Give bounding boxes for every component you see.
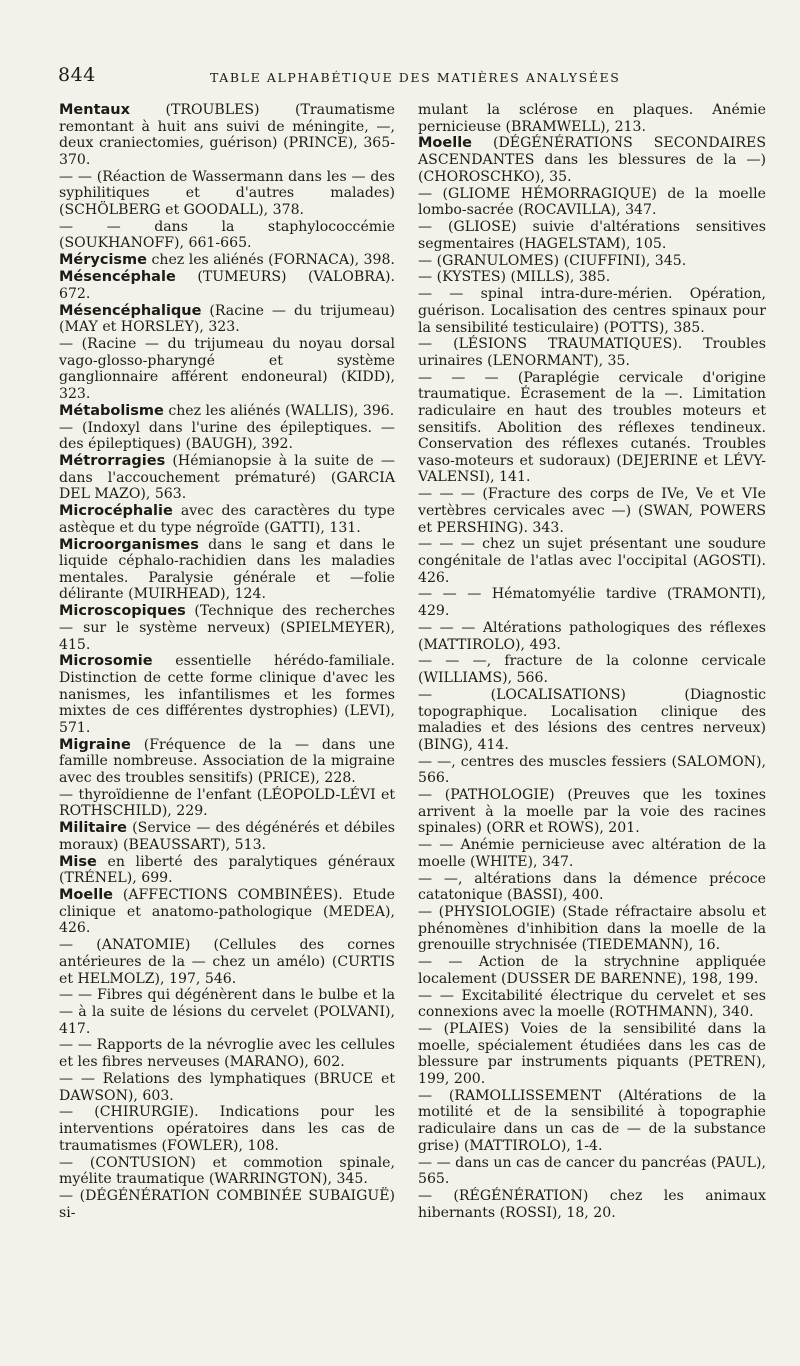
entry-term: Métabolisme (59, 402, 164, 419)
index-entry (418, 954, 766, 987)
entry-text: chez les aliénés (WALLIS), 396. (163, 402, 395, 419)
entry-text: — (GLIOSE) suivie d'altérations sensitives segmentaires (HAGELSTAM), 105. (418, 219, 766, 252)
entry-text: — (PATHOLOGIE) (Preuves que les toxines arrivent à la moelle par la voie des racines spinales) (ORR et ROWS), 201. (418, 787, 766, 837)
index-entry (59, 1071, 395, 1104)
entry-text: chez les aliénés (FORNACA), 398. (147, 252, 395, 269)
index-entry (59, 453, 395, 503)
index-entry (418, 486, 766, 536)
index-entry (418, 102, 766, 135)
index-entry (59, 987, 395, 1037)
entry-text: — — Anémie pernicieuse avec altération de la moelle (WHITE), 347. (418, 837, 766, 870)
index-entry (59, 737, 395, 787)
entry-text: — —, altérations dans la démence précoce catatonique (BASSI), 400. (418, 870, 766, 904)
index-entry (418, 336, 766, 369)
entry-text: — (DÉGÉNÉRATION COMBINÉE SUBAIGUË) si- (59, 1188, 395, 1221)
index-entry (418, 687, 766, 753)
entry-term: Moelle (418, 135, 472, 152)
entry-text: — (GRANULOMES) (CIUFFINI), 345. (418, 252, 687, 269)
entry-text: — — — Altérations pathologiques des réflexes (MATTIROLO), 493. (418, 619, 766, 653)
entry-text: — — (Réaction de Wassermann dans les — des syphilitiques et d'autres malades) (SCHÖLBERG et GOODALL), 378. (59, 168, 395, 218)
entry-text: — — spinal intra-dure-mérien. Opération, guérison. Localisation des centres spinaux pour la sensibilité testiculaire) (POTTS), 385. (418, 286, 766, 336)
index-entry (418, 1155, 766, 1188)
index-entry (59, 303, 395, 336)
index-entry (59, 1188, 395, 1221)
entry-text: — — dans un cas de cancer du pancréas (PAUL), 565. (418, 1154, 766, 1188)
entry-text: — (CONTUSION) et commotion spinale, myélite traumatique (WARRINGTON), 345. (59, 1154, 395, 1188)
index-entry (418, 536, 766, 586)
entry-text: (AFFECTIONS COMBINÉES). Etude clinique et anatomo-pathologique (MEDEA), 426. (59, 887, 395, 937)
entry-text: — — Excitabilité électrique du cervelet et ses connexions avec la moelle (ROTHMANN), 340. (418, 987, 766, 1021)
entry-text: — — —, fracture de la colonne cervicale (WILLIAMS), 566. (418, 653, 766, 687)
index-entry (418, 135, 766, 185)
index-entry (59, 1155, 395, 1188)
index-entry (59, 787, 395, 820)
entry-text: dans le sang et dans le liquide céphalo-rachidien dans les maladies mentales. Paralysie générale et —folie délirante (MUIRHEAD), 124. (59, 536, 395, 603)
index-entry (59, 252, 395, 269)
index-entry (418, 1088, 766, 1154)
entry-term: Mentaux (59, 102, 130, 118)
entry-term: Mésencéphale (59, 269, 176, 286)
entry-text: — (GLIOME HÉMORRAGIQUE) de la moelle lombo-sacrée (ROCAVILLA), 347. (418, 185, 766, 219)
index-entry (59, 653, 395, 736)
index-entry (418, 837, 766, 870)
index-entry (59, 403, 395, 420)
running-title: TABLE ALPHABÉTIQUE DES MATIÈRES ANALYSÉES (210, 70, 621, 85)
page-number: 844 (58, 64, 96, 86)
entry-text: — — — (Fracture des corps de IVe, Ve et VIe vertèbres cervicales avec —) (SWAN, POWERS et PERSHING). 343. (418, 486, 766, 536)
entry-text: — (LOCALISATIONS) (Diagnostic topographique. Localisation clinique des maladies et des lésions des centres nerveux) (BING), 414. (418, 686, 766, 753)
entry-text: — (PHYSIOLOGIE) (Stade réfractaire absolu et phénomènes d'inhibition dans la moelle de la grenouille strychnisée (TIEDEMANN), 16. (418, 904, 766, 954)
entry-text: — (PLAIES) Voies de la sensibilité dans la moelle, spécialement étudiées dans les cas de blessure par instruments piquants (PETREN), 199, 200. (418, 1021, 766, 1087)
index-entry (59, 420, 395, 453)
index-entry (59, 219, 395, 252)
entry-text: — — — Hématomyélie tardive (TRAMONTI), 429. (418, 586, 766, 620)
index-entry (59, 537, 395, 603)
entry-text: (TROUBLES) (Traumatisme remontant à huit ans suivi de méningite, —, deux craniectomies, guérison) (PRINCE), 365-370. (59, 102, 395, 168)
entry-text: — (ANATOMIE) (Cellules des cornes antérieures de la — chez un amélo) (CURTIS et HELMOLZ), 197, 546. (59, 937, 395, 987)
entry-text: — thyroïdienne de l'enfant (LÉOPOLD-LÉVI et ROTHSCHILD), 229. (59, 786, 395, 820)
entry-text: — — Rapports de la névroglie avec les cellules et les fibres nerveuses (MARANO), 602. (59, 1037, 395, 1071)
entry-term: Métrorragies (59, 453, 166, 470)
index-entry (418, 370, 766, 486)
index-entry (59, 503, 395, 536)
entry-text: — (KYSTES) (MILLS), 385. (418, 269, 611, 286)
index-entry (418, 787, 766, 837)
index-entry (59, 1104, 395, 1154)
entry-text: — —, centres des muscles fessiers (SALOMON), 566. (418, 753, 766, 787)
index-entry (59, 854, 395, 887)
left-column (59, 102, 395, 1222)
entry-text: — — Fibres qui dégénèrent dans le bulbe et la — à la suite de lésions du cervelet (POLVANI), 417. (59, 987, 395, 1037)
index-entry (59, 336, 395, 402)
entry-text: mulant la sclérose en plaques. Anémie pernicieuse (BRAMWELL), 213. (418, 102, 766, 135)
entry-text: — (RAMOLLISSEMENT (Altérations de la motilité et de la sensibilité à topographie radiculaire dans un cas de — de la substance grise) (MATTIROLO), 1-4. (418, 1087, 766, 1154)
entry-text: (Racine — du trijumeau) (MAY et HORSLEY), 323. (59, 302, 395, 336)
index-entry (59, 820, 395, 853)
entry-term: Mise (59, 853, 97, 870)
index-entry (418, 253, 766, 270)
entry-text: — — Action de la strychnine appliquée localement (DUSSER DE BARENNE), 198, 199. (418, 954, 766, 987)
entry-text: — — — (Paraplégie cervicale d'origine traumatique. Écrasement de la —. Limitation radiculaire en haut des troubles moteurs et sensitifs. Abolition des réflexes tendineux. Conservation des réflexes cutanés. Troubles vaso-moteurs et sudoraux) (DEJERINE et LÉVY-VALENSI), 141. (418, 369, 766, 486)
entry-text: (DÉGÉNÉRATIONS SECONDAIRES ASCENDANTES dans les blessures de la —) (CHOROSCHKO), 35. (418, 135, 766, 185)
index-entry (59, 269, 395, 302)
entry-text: — — — chez un sujet présentant une soudure congénitale de l'atlas avec l'occipital (AGOSTI). 426. (418, 536, 766, 586)
entry-text: en liberté des paralytiques généraux (TRÉNEL), 699. (59, 853, 395, 887)
entry-text: (Fréquence de la — dans une famille nombreuse. Association de la migraine avec des troubles sensitifs) (PRICE), 228. (59, 736, 395, 786)
entry-text: (Hémianopsie à la suite de — dans l'accouchement prématuré) (GARCIA DEL MAZO), 563. (59, 453, 395, 503)
index-entry (59, 937, 395, 987)
right-column (418, 102, 766, 1222)
index-entry (418, 1021, 766, 1087)
index-entry (418, 286, 766, 336)
entry-text: — (Indoxyl dans l'urine des épileptiques. — des épileptiques) (BAUGH), 392. (59, 419, 395, 453)
index-entry (418, 988, 766, 1021)
entry-text: (Service — des dégénérés et débiles moraux) (BEAUSSART), 513. (59, 820, 395, 853)
entry-term: Moelle (59, 887, 113, 904)
index-entry (418, 754, 766, 787)
entry-term: Militaire (59, 820, 128, 837)
index-entry (418, 186, 766, 219)
index-entry (59, 887, 395, 937)
entry-text: (Technique des recherches — sur le système nerveux) (SPIELMEYER), 415. (59, 603, 395, 653)
entry-text: (TUMEURS) (VALOBRA). 672. (59, 269, 395, 302)
entry-text: — — Relations des lymphatiques (BRUCE et DAWSON), 603. (59, 1070, 395, 1104)
entry-text: essentielle hérédo-familiale. Distinction de cette forme clinique d'avec les nanismes, les infantilismes et les formes mixtes de ces différentes dystrophies) (LEVI), 571. (59, 653, 395, 736)
entry-text: — (CHIRURGIE). Indications pour les interventions opératoires dans les cas de traumatismes (FOWLER), 108. (59, 1104, 395, 1154)
entry-term: Microscopiques (59, 603, 186, 620)
index-entry (418, 219, 766, 252)
index-entry (59, 169, 395, 219)
entry-term: Microsomie (59, 653, 153, 670)
index-entry (418, 653, 766, 686)
index-entry (59, 1037, 395, 1070)
entry-text: avec des caractères du type astèque et du type négroïde (GATTI), 131. (59, 503, 395, 536)
index-entry (59, 102, 395, 168)
entry-term: Microcéphalie (59, 503, 173, 520)
entry-text: — (Racine — du trijumeau du noyau dorsal vago-glosso-pharyngé et système ganglionnaire afférent endoneural) (KIDD), 323. (59, 336, 395, 402)
entry-text: — (LÉSIONS TRAUMATIQUES). Troubles urinaires (LENORMANT), 35. (418, 336, 766, 369)
entry-term: Mérycisme (59, 252, 148, 269)
entry-term: Mésencéphalique (59, 302, 202, 319)
index-entry (418, 1188, 766, 1221)
index-entry (418, 871, 766, 904)
index-entry (418, 904, 766, 954)
entry-text: — (RÉGÉNÉRATION) chez les animaux hibernants (ROSSI), 18, 20. (418, 1188, 766, 1221)
index-entry (418, 269, 766, 286)
entry-text: — — dans la staphylococcémie (SOUKHANOFF), 661-665. (59, 218, 395, 252)
entry-term: Microorganismes (59, 536, 199, 553)
index-entry (418, 620, 766, 653)
index-entry (59, 603, 395, 653)
index-entry (418, 586, 766, 619)
entry-term: Migraine (59, 736, 131, 753)
